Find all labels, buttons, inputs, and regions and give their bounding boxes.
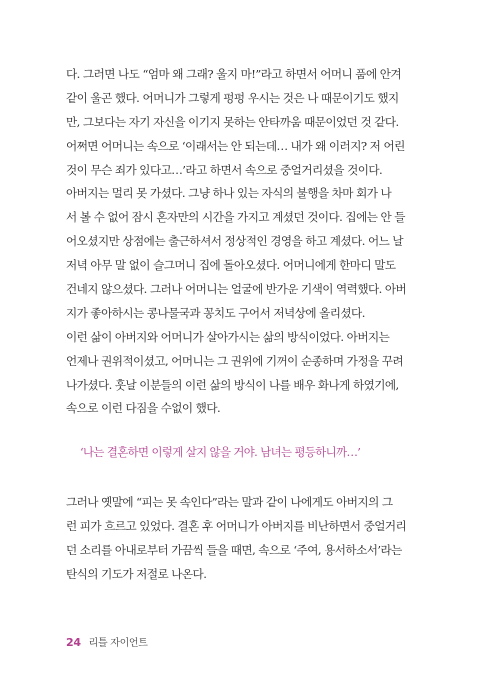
body-text-bottom <box>66 491 438 587</box>
body-text-top <box>66 63 438 421</box>
text-line: 어오셨지만 상점에는 출근하셔서 정상적인 경영을 하고 계셨다. 어느 날 <box>66 234 404 249</box>
text-line: 그러나 옛말에 “피는 못 속인다”라는 말과 같이 나에게도 아버지의 그 <box>66 495 393 509</box>
text-line: 저녁 아무 말 없이 슬그머니 집에 돌아오셨다. 어머니에게 한마디 말도 <box>66 258 396 273</box>
pull-quote: ‘나는 결혼하면 이렇게 살지 않을 거야. 남녀는 평등하니까…’ <box>80 445 361 459</box>
text-line: 지가 좋아하시는 콩나물국과 꽁치도 구어서 저녁상에 올리셨다. <box>66 305 365 320</box>
text-line: 속으로 이런 다짐을 수없이 했다. <box>66 401 221 416</box>
text-line: 탄식의 기도가 저절로 나온다. <box>66 566 207 581</box>
page-footer <box>66 634 148 649</box>
text-line: 언제나 권위적이셨고, 어머니는 그 권위에 기꺼이 순종하며 가정을 꾸려 <box>66 353 404 368</box>
text-line: 던 소리를 아내로부터 가끔씩 들을 때면, 속으로 ‘주여, 용서하소서’라는 <box>66 542 402 557</box>
text-line: 것이 무슨 죄가 있다고…’라고 하면서 속으로 중얼거리셨을 것이다. <box>66 162 383 177</box>
text-line: 이런 삶이 아버지와 어머니가 살아가시는 삶의 방식이었다. 아버지는 <box>66 329 390 344</box>
text-line: 다. 그러면 나도 “엄마 왜 그래? 울지 마!”라고 하면서 어머니 품에 안겨 <box>66 67 402 81</box>
text-line: 서 볼 수 없어 잠시 혼자만의 시간을 가지고 계셨던 것이다. 집에는 안 들 <box>66 210 405 225</box>
text-line: 나가셨다. 훗날 이분들의 이런 삶의 방식이 나를 배우 화나게 하였기에, <box>66 377 399 392</box>
text-line: 같이 울곤 했다. 어머니가 그렇게 펑펑 우시는 것은 나 때문이기도 했지 <box>66 90 399 105</box>
text-line: 어쩌면 어머니는 속으로 ‘이래서는 안 되는데… 내가 왜 이러지? 저 어린 <box>66 138 405 153</box>
text-line: 만, 그보다는 자기 자신을 이기지 못하는 안타까움 때문이었던 것 같다. <box>66 114 399 129</box>
text-line: 런 피가 흐르고 있었다. 결혼 후 어머니가 아버지를 비난하면서 중얼거리 <box>66 518 407 533</box>
text-line: 건네지 않으셨다. 그러나 어머니는 얼굴에 반가운 기색이 역력했다. 아버 <box>66 282 407 297</box>
book-title: 리틀 자이언트 <box>88 638 148 649</box>
text-line: 아버지는 멀리 못 가셨다. 그냥 하나 있는 자식의 불행을 차마 회가 나 <box>66 186 392 201</box>
page-number: 24 <box>66 636 81 649</box>
